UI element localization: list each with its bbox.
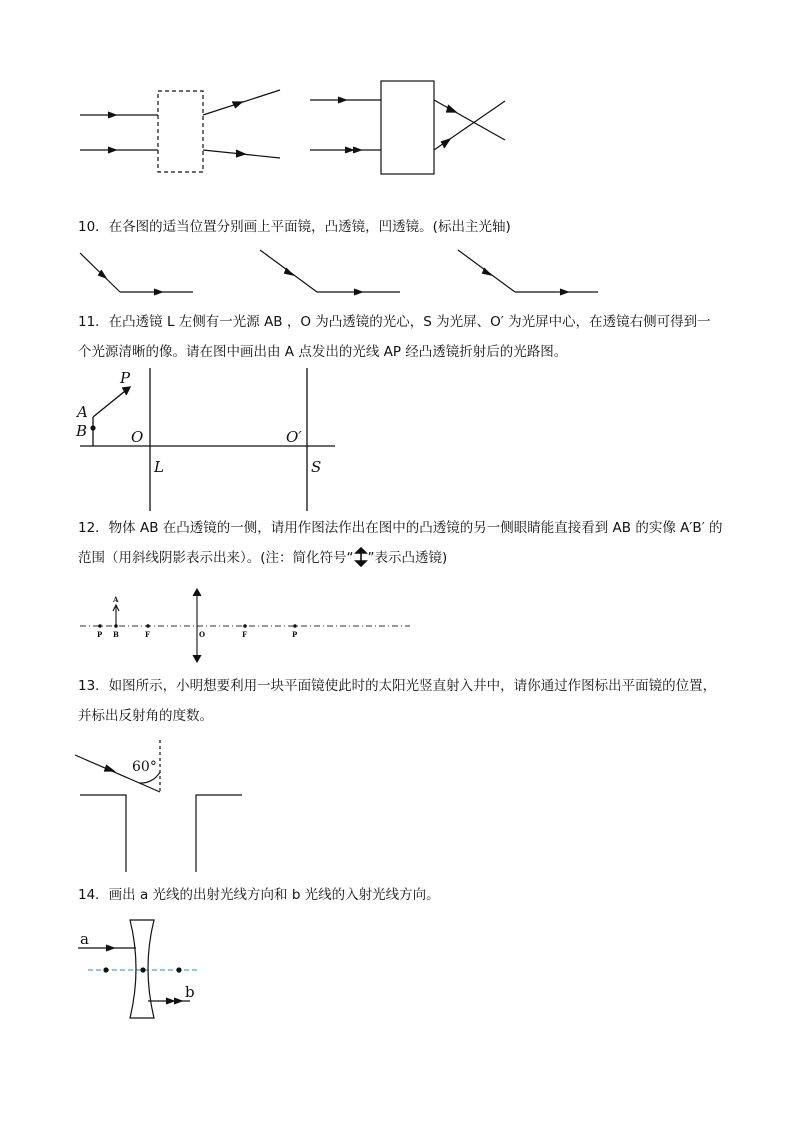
- q12-label-O: O: [199, 630, 206, 639]
- angle-label: 60°: [132, 759, 157, 775]
- question-11-text: [78, 307, 728, 367]
- question-13-text: [78, 671, 728, 731]
- label-A: A: [77, 403, 88, 421]
- q12-figure: [0, 585, 794, 665]
- ray-a-label: a: [80, 930, 89, 948]
- question-12-line1: 12．物体 AB 在凸透镜的一侧，请用作图法作出在图中的凸透镜的另一侧眼睛能直接看到 AB 的实像 A′B′ 的: [78, 520, 723, 536]
- q12-label-F-right: F: [242, 630, 247, 639]
- q12-label-P-left: P: [97, 630, 103, 639]
- lens-symbol-icon: [354, 547, 368, 567]
- question-10-text: 10．在各图的适当位置分别画上平面镜，凸透镜，凹透镜。(标出主光轴): [78, 219, 511, 235]
- question-11-line1: 11．在凸透镜 L 左侧有一光源 AB ，O 为凸透镜的光心，S 为光屏、O′ 为光屏中心，在透镜右侧可得到一: [78, 314, 711, 330]
- ray-b-label: b: [185, 983, 195, 1001]
- q13-figure: [0, 740, 794, 875]
- q9-figures: [0, 70, 794, 190]
- q12-label-A: A: [113, 595, 119, 604]
- question-11-line2: 个光源清晰的像。请在图中画出由 A 点发出的光线 AP 经凸透镜折射后的光路图。: [78, 344, 568, 360]
- q12-label-B: B: [113, 630, 119, 639]
- label-S: S: [311, 458, 322, 476]
- label-O-prime: O′: [286, 428, 302, 446]
- question-14-text: 14．画出 a 光线的出射光线方向和 b 光线的入射光线方向。: [78, 887, 440, 903]
- q10-figures: [0, 245, 794, 300]
- label-P: P: [120, 369, 131, 387]
- point-b-dot: [90, 425, 95, 430]
- question-13-line1: 13．如图所示，小明想要利用一块平面镜使此时的太阳光竖直射入井中，请你通过作图标出平面镜的位置，: [78, 678, 717, 694]
- question-13-line2: 并标出反射角的度数。: [78, 708, 213, 724]
- q12-label-P-right: P: [292, 630, 298, 639]
- q14-figure: [0, 918, 794, 1028]
- q11-figure: [0, 365, 794, 515]
- q12-label-F-left: F: [145, 630, 150, 639]
- question-12-line2: 范围（用斜线阴影表示出来）。(注：简化符号“ ”表示凸透镜): [78, 543, 728, 573]
- label-L: L: [154, 458, 164, 476]
- question-12-text: [78, 513, 728, 573]
- label-B: B: [76, 422, 88, 440]
- label-O: O: [131, 428, 144, 446]
